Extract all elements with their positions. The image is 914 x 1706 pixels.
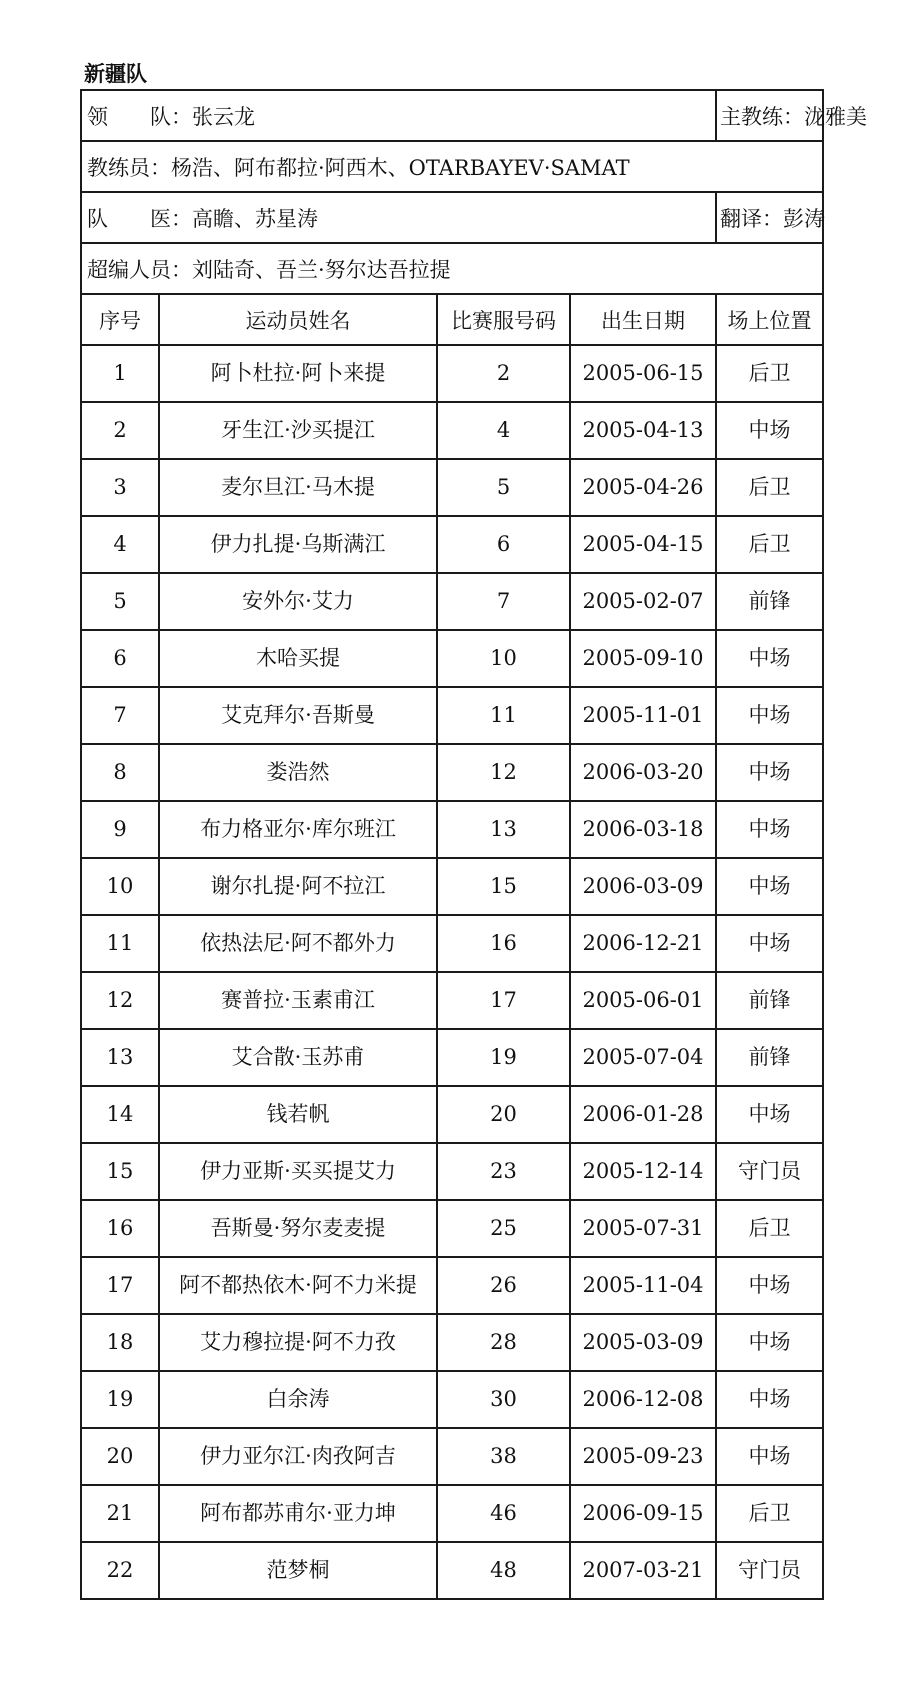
- player-jersey-number: 15: [437, 858, 570, 915]
- player-name: 吾斯曼·努尔麦麦提: [159, 1200, 437, 1257]
- player-jersey-number: 11: [437, 687, 570, 744]
- table-row: [81, 1029, 823, 1086]
- player-index: 17: [81, 1257, 159, 1314]
- table-row: [81, 1428, 823, 1485]
- player-jersey-number: 20: [437, 1086, 570, 1143]
- player-jersey-number: 2: [437, 345, 570, 402]
- table-row: [81, 345, 823, 402]
- player-birth-date: 2005-07-31: [570, 1200, 716, 1257]
- column-header-position: 场上位置: [716, 294, 823, 345]
- player-birth-date: 2005-07-04: [570, 1029, 716, 1086]
- table-row: [81, 1257, 823, 1314]
- player-name: 范梦桐: [159, 1542, 437, 1599]
- staff-section: [81, 90, 867, 345]
- player-name: 麦尔旦江·马木提: [159, 459, 437, 516]
- player-name: 谢尔扎提·阿不拉江: [159, 858, 437, 915]
- player-index: 4: [81, 516, 159, 573]
- team-leader-cell: [81, 90, 716, 141]
- player-name: 钱若帆: [159, 1086, 437, 1143]
- player-name: 阿不都热依木·阿不力米提: [159, 1257, 437, 1314]
- player-name: 安外尔·艾力: [159, 573, 437, 630]
- player-jersey-number: 25: [437, 1200, 570, 1257]
- player-index: 14: [81, 1086, 159, 1143]
- player-position: 中场: [716, 1257, 823, 1314]
- player-jersey-number: 19: [437, 1029, 570, 1086]
- table-row: [81, 516, 823, 573]
- player-name: 娄浩然: [159, 744, 437, 801]
- player-name: 布力格亚尔·库尔班江: [159, 801, 437, 858]
- player-index: 20: [81, 1428, 159, 1485]
- team-leader-value: 张云龙: [192, 104, 255, 129]
- player-position: 中场: [716, 1428, 823, 1485]
- table-row: [81, 801, 823, 858]
- player-jersey-number: 4: [437, 402, 570, 459]
- player-name: 艾力穆拉提·阿不力孜: [159, 1314, 437, 1371]
- player-jersey-number: 38: [437, 1428, 570, 1485]
- player-position: 后卫: [716, 345, 823, 402]
- head-coach-cell: [716, 90, 867, 141]
- player-jersey-number: 7: [437, 573, 570, 630]
- table-row: [81, 1371, 823, 1428]
- column-header-birth-date: 出生日期: [570, 294, 716, 345]
- team-leader-label: 领 队：: [87, 104, 192, 129]
- player-jersey-number: 46: [437, 1485, 570, 1542]
- head-coach-label: 主教练：: [720, 104, 804, 129]
- extra-staff-row: [81, 243, 823, 294]
- table-row: [81, 573, 823, 630]
- player-birth-date: 2005-06-01: [570, 972, 716, 1029]
- table-row: [81, 858, 823, 915]
- table-row: [81, 744, 823, 801]
- player-jersey-number: 6: [437, 516, 570, 573]
- player-index: 13: [81, 1029, 159, 1086]
- player-name: 阿卜杜拉·阿卜来提: [159, 345, 437, 402]
- player-position: 后卫: [716, 1485, 823, 1542]
- player-position: 前锋: [716, 972, 823, 1029]
- table-row: [81, 687, 823, 744]
- team-doctor-value: 高瞻、苏星涛: [192, 206, 318, 231]
- table-row: [81, 459, 823, 516]
- player-name: 赛普拉·玉素甫江: [159, 972, 437, 1029]
- extra-staff-label: 超编人员：: [87, 257, 192, 282]
- table-row: [81, 972, 823, 1029]
- player-position: 守门员: [716, 1143, 823, 1200]
- player-position: 中场: [716, 630, 823, 687]
- player-index: 18: [81, 1314, 159, 1371]
- player-name: 伊力亚尔江·肉孜阿吉: [159, 1428, 437, 1485]
- player-name: 艾克拜尔·吾斯曼: [159, 687, 437, 744]
- player-jersey-number: 16: [437, 915, 570, 972]
- player-name: 伊力亚斯·买买提艾力: [159, 1143, 437, 1200]
- player-birth-date: 2005-09-23: [570, 1428, 716, 1485]
- player-position: 前锋: [716, 1029, 823, 1086]
- player-birth-date: 2005-09-10: [570, 630, 716, 687]
- player-index: 1: [81, 345, 159, 402]
- coaches-value: 杨浩、阿布都拉·阿西木、OTARBAYEV·SAMAT: [171, 155, 630, 180]
- player-jersey-number: 10: [437, 630, 570, 687]
- player-index: 22: [81, 1542, 159, 1599]
- player-birth-date: 2005-11-01: [570, 687, 716, 744]
- player-birth-date: 2006-09-15: [570, 1485, 716, 1542]
- player-list: [81, 345, 823, 1599]
- player-birth-date: 2005-11-04: [570, 1257, 716, 1314]
- player-jersey-number: 12: [437, 744, 570, 801]
- player-name: 牙生江·沙买提江: [159, 402, 437, 459]
- player-jersey-number: 26: [437, 1257, 570, 1314]
- table-row: [81, 1200, 823, 1257]
- table-row: [81, 1314, 823, 1371]
- column-header-name: 运动员姓名: [159, 294, 437, 345]
- player-birth-date: 2006-03-09: [570, 858, 716, 915]
- player-index: 6: [81, 630, 159, 687]
- player-index: 19: [81, 1371, 159, 1428]
- team-title: 新疆队: [84, 62, 147, 86]
- table-row: [81, 1086, 823, 1143]
- translator-value: 彭涛: [783, 206, 825, 231]
- player-index: 3: [81, 459, 159, 516]
- player-birth-date: 2005-03-09: [570, 1314, 716, 1371]
- player-jersey-number: 13: [437, 801, 570, 858]
- player-position: 前锋: [716, 573, 823, 630]
- extra-staff-value: 刘陆奇、吾兰·努尔达吾拉提: [192, 257, 451, 282]
- player-index: 21: [81, 1485, 159, 1542]
- player-index: 12: [81, 972, 159, 1029]
- player-name: 依热法尼·阿不都外力: [159, 915, 437, 972]
- player-index: 5: [81, 573, 159, 630]
- player-birth-date: 2006-03-20: [570, 744, 716, 801]
- player-index: 11: [81, 915, 159, 972]
- coaches-row: [81, 141, 823, 192]
- player-position: 中场: [716, 1086, 823, 1143]
- player-position: 中场: [716, 801, 823, 858]
- player-position: 中场: [716, 744, 823, 801]
- player-birth-date: 2007-03-21: [570, 1542, 716, 1599]
- player-position: 中场: [716, 687, 823, 744]
- table-row: [81, 630, 823, 687]
- team-doctor-cell: [81, 192, 716, 243]
- coaches-cell: [81, 141, 823, 192]
- player-position: 后卫: [716, 1200, 823, 1257]
- player-index: 9: [81, 801, 159, 858]
- player-birth-date: 2005-12-14: [570, 1143, 716, 1200]
- player-position: 守门员: [716, 1542, 823, 1599]
- player-birth-date: 2005-04-26: [570, 459, 716, 516]
- player-position: 后卫: [716, 459, 823, 516]
- player-name: 白余涛: [159, 1371, 437, 1428]
- player-jersey-number: 17: [437, 972, 570, 1029]
- table-row: [81, 1485, 823, 1542]
- player-jersey-number: 48: [437, 1542, 570, 1599]
- doctor-row: [81, 192, 823, 243]
- player-jersey-number: 23: [437, 1143, 570, 1200]
- player-position: 中场: [716, 402, 823, 459]
- player-name: 艾合散·玉苏甫: [159, 1029, 437, 1086]
- player-position: 中场: [716, 858, 823, 915]
- player-birth-date: 2005-02-07: [570, 573, 716, 630]
- column-header-index: 序号: [81, 294, 159, 345]
- player-position: 中场: [716, 1314, 823, 1371]
- translator-label: 翻译：: [720, 206, 783, 231]
- player-birth-date: 2005-04-13: [570, 402, 716, 459]
- player-index: 7: [81, 687, 159, 744]
- leader-row: [81, 90, 823, 141]
- player-index: 15: [81, 1143, 159, 1200]
- column-header-jersey: 比赛服号码: [437, 294, 570, 345]
- player-jersey-number: 30: [437, 1371, 570, 1428]
- player-birth-date: 2006-12-08: [570, 1371, 716, 1428]
- coaches-label: 教练员：: [87, 155, 171, 180]
- table-row: [81, 1542, 823, 1599]
- head-coach-value: 泷雅美: [804, 104, 867, 129]
- player-birth-date: 2006-12-21: [570, 915, 716, 972]
- player-position: 后卫: [716, 516, 823, 573]
- extra-staff-cell: [81, 243, 823, 294]
- player-birth-date: 2005-06-15: [570, 345, 716, 402]
- player-index: 2: [81, 402, 159, 459]
- table-row: [81, 915, 823, 972]
- player-name: 伊力扎提·乌斯满江: [159, 516, 437, 573]
- player-position: 中场: [716, 915, 823, 972]
- player-name: 木哈买提: [159, 630, 437, 687]
- player-jersey-number: 5: [437, 459, 570, 516]
- roster-table: [80, 89, 867, 1600]
- player-birth-date: 2006-03-18: [570, 801, 716, 858]
- player-index: 10: [81, 858, 159, 915]
- player-index: 8: [81, 744, 159, 801]
- player-birth-date: 2006-01-28: [570, 1086, 716, 1143]
- column-header-row: [81, 294, 823, 345]
- team-doctor-label: 队 医：: [87, 206, 192, 231]
- table-row: [81, 402, 823, 459]
- player-name: 阿布都苏甫尔·亚力坤: [159, 1485, 437, 1542]
- translator-cell: [716, 192, 823, 243]
- table-row: [81, 1143, 823, 1200]
- player-jersey-number: 28: [437, 1314, 570, 1371]
- player-birth-date: 2005-04-15: [570, 516, 716, 573]
- player-position: 中场: [716, 1371, 823, 1428]
- player-index: 16: [81, 1200, 159, 1257]
